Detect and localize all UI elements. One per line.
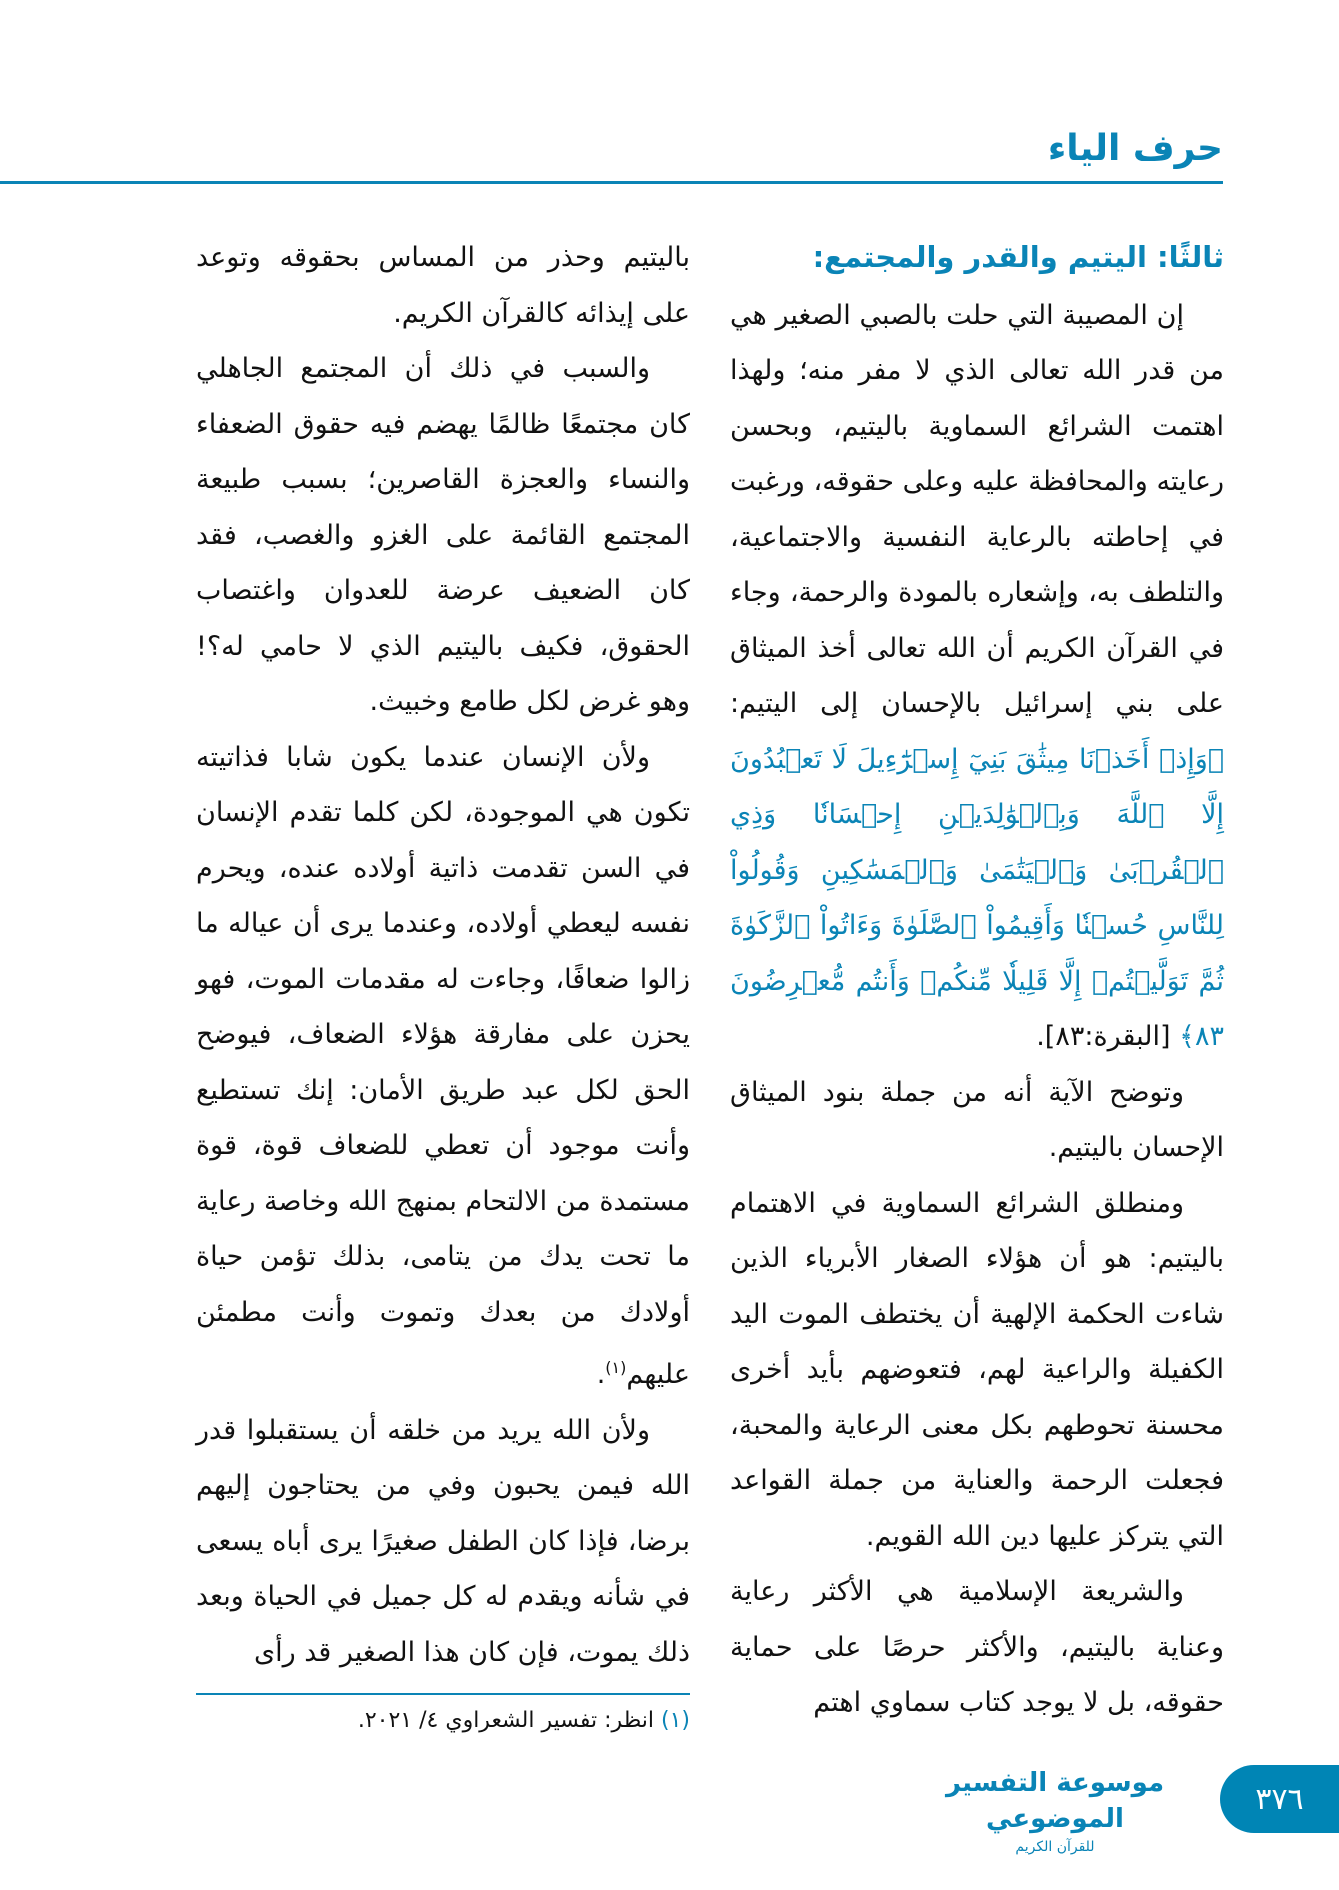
footnote-text: انظر: تفسير الشعراوي ٤/ ٢٠٢١. [357,1708,661,1733]
paragraph: والسبب في ذلك أن المجتمع الجاهلي كان مجتمعًا ظالمًا يهضم فيه حقوق الضعفاء والنساء والعجزة القاصرين؛ بسبب طبيعة المجتمع القائمة على الغزو والغصب، فقد كان الضعيف عرضة للعدوان واغتصاب الحقوق، فكيف باليتيم الذي لا حامي له؟! وهو غرض لكل طامع وخبيث. [196,353,690,717]
quran-verse: ﴿وَإِذۡ أَخَذۡنَا مِيثَٰقَ بَنِيٓ إِسۡرَٰٓءِيلَ لَا تَعۡبُدُونَ إِلَّا ٱللَّهَ وَبِٱلۡوَٰلِدَيۡنِ إِحۡسَانٗا وَذِي ٱلۡقُرۡبَىٰ وَٱلۡيَتَٰمَىٰ وَٱلۡمَسَٰكِينِ وَقُولُواْ لِلنَّاسِ حُسۡنٗا وَأَقِيمُواْ ٱلصَّلَوٰةَ وَءَاتُواْ ٱلزَّكَوٰةَ ثُمَّ تَوَلَّيۡتُمۡ إِلَّا قَلِيلٗا مِّنكُمۡ وَأَنتُم مُّعۡرِضُونَ ٨٣﴾ [730,743,1224,1052]
page-number: ٣٧٦ [1255,1781,1304,1817]
logo-title: موسوعة التفسير الموضوعي [945,1768,1165,1834]
left-column [196,230,690,1680]
paragraph [730,288,1224,1065]
encyclopedia-logo [930,1765,1180,1855]
footnote [196,1708,690,1733]
footnote-ref[interactable]: (١) [605,1358,627,1377]
paragraph: وتوضح الآية أنه من جملة بنود الميثاق الإحسان باليتيم. [730,1076,1224,1163]
right-column [730,230,1224,1731]
page-number-badge [1220,1765,1339,1833]
paragraph: ولأن الله يريد من خلقه أن يستقبلوا قدر الله فيمن يحبون وفي من يحتاجون إليهم برضا، فإذا كان الطفل صغيرًا يرى أباه يسعى في شأنه ويقدم له كل جميل في الحياة وبعد ذلك يموت، فإن كان هذا الصغير قد رأى [196,1414,690,1668]
logo-subtitle: للقرآن الكريم [1015,1839,1095,1855]
paragraph-text: ولأن الإنسان عندما يكون شابا فذاتيته تكون هي الموجودة، لكن كلما تقدم الإنسان في السن تقدمت ذاتية أولاده عنده، ويحرم نفسه ليعطي أولاده، وعندما يرى أن عياله ما زالوا ضعافًا، وجاءت له مقدمات الموت، فهو يحزن على مفارقة هؤلاء الضعاف، فيوضح الحق لكل عبد طريق الأمان: إنك تستطيع وأنت موجود أن تعطي للضعاف قوة، قوة مستمدة من الالتحام بمنهج الله وخاصة رعاية ما تحت يدك من يتامى، بذلك تؤمن حياة أولادك من بعدك وتموت وأنت مطمئن عليهم [196,741,690,1390]
verse-reference: [البقرة:٨٣]. [1036,1021,1180,1052]
paragraph: باليتيم وحذر من المساس بحقوقه وتوعد على إيذائه كالقرآن الكريم. [196,242,690,329]
paragraph: والشريعة الإسلامية هي الأكثر رعاية وعناية باليتيم، والأكثر حرصًا على حماية حقوقه، بل لا يوجد كتاب سماوي اهتم [730,1576,1224,1718]
footnote-number: (١) [660,1708,690,1733]
chapter-header-title: حرف الياء [1047,128,1223,169]
period: . [596,1359,606,1390]
paragraph: ومنطلق الشرائع السماوية في الاهتمام باليتيم: هو أن هؤلاء الصغار الأبرياء الذين شاءت الحكمة الإلهية أن يختطف الموت اليد الكفيلة والراعية لهم، فتعوضهم بأيد أخرى محسنة تحوطهم بكل معنى الرعاية والمحبة، فجعلت الرحمة والعناية من جملة القواعد التي يتركز عليها دين الله القويم. [730,1187,1224,1552]
paragraph-text: إن المصيبة التي حلت بالصبي الصغير هي من قدر الله تعالى الذي لا مفر منه؛ ولهذا اهتمت الشرائع السماوية باليتيم، وبحسن رعايته والمحافظة عليه وعلى حقوقه، ورغبت في إحاطته بالرعاية النفسية والاجتماعية، والتلطف به، وإشعاره بالمودة والرحمة، وجاء في القرآن الكريم أن الله تعالى أخذ الميثاق على بني إسرائيل بالإحسان إلى اليتيم: [730,299,1224,719]
header-divider [0,181,1223,184]
footnote-divider [196,1693,690,1695]
section-title: ثالثًا: اليتيم والقدر والمجتمع: [812,240,1224,274]
paragraph [196,730,690,1403]
